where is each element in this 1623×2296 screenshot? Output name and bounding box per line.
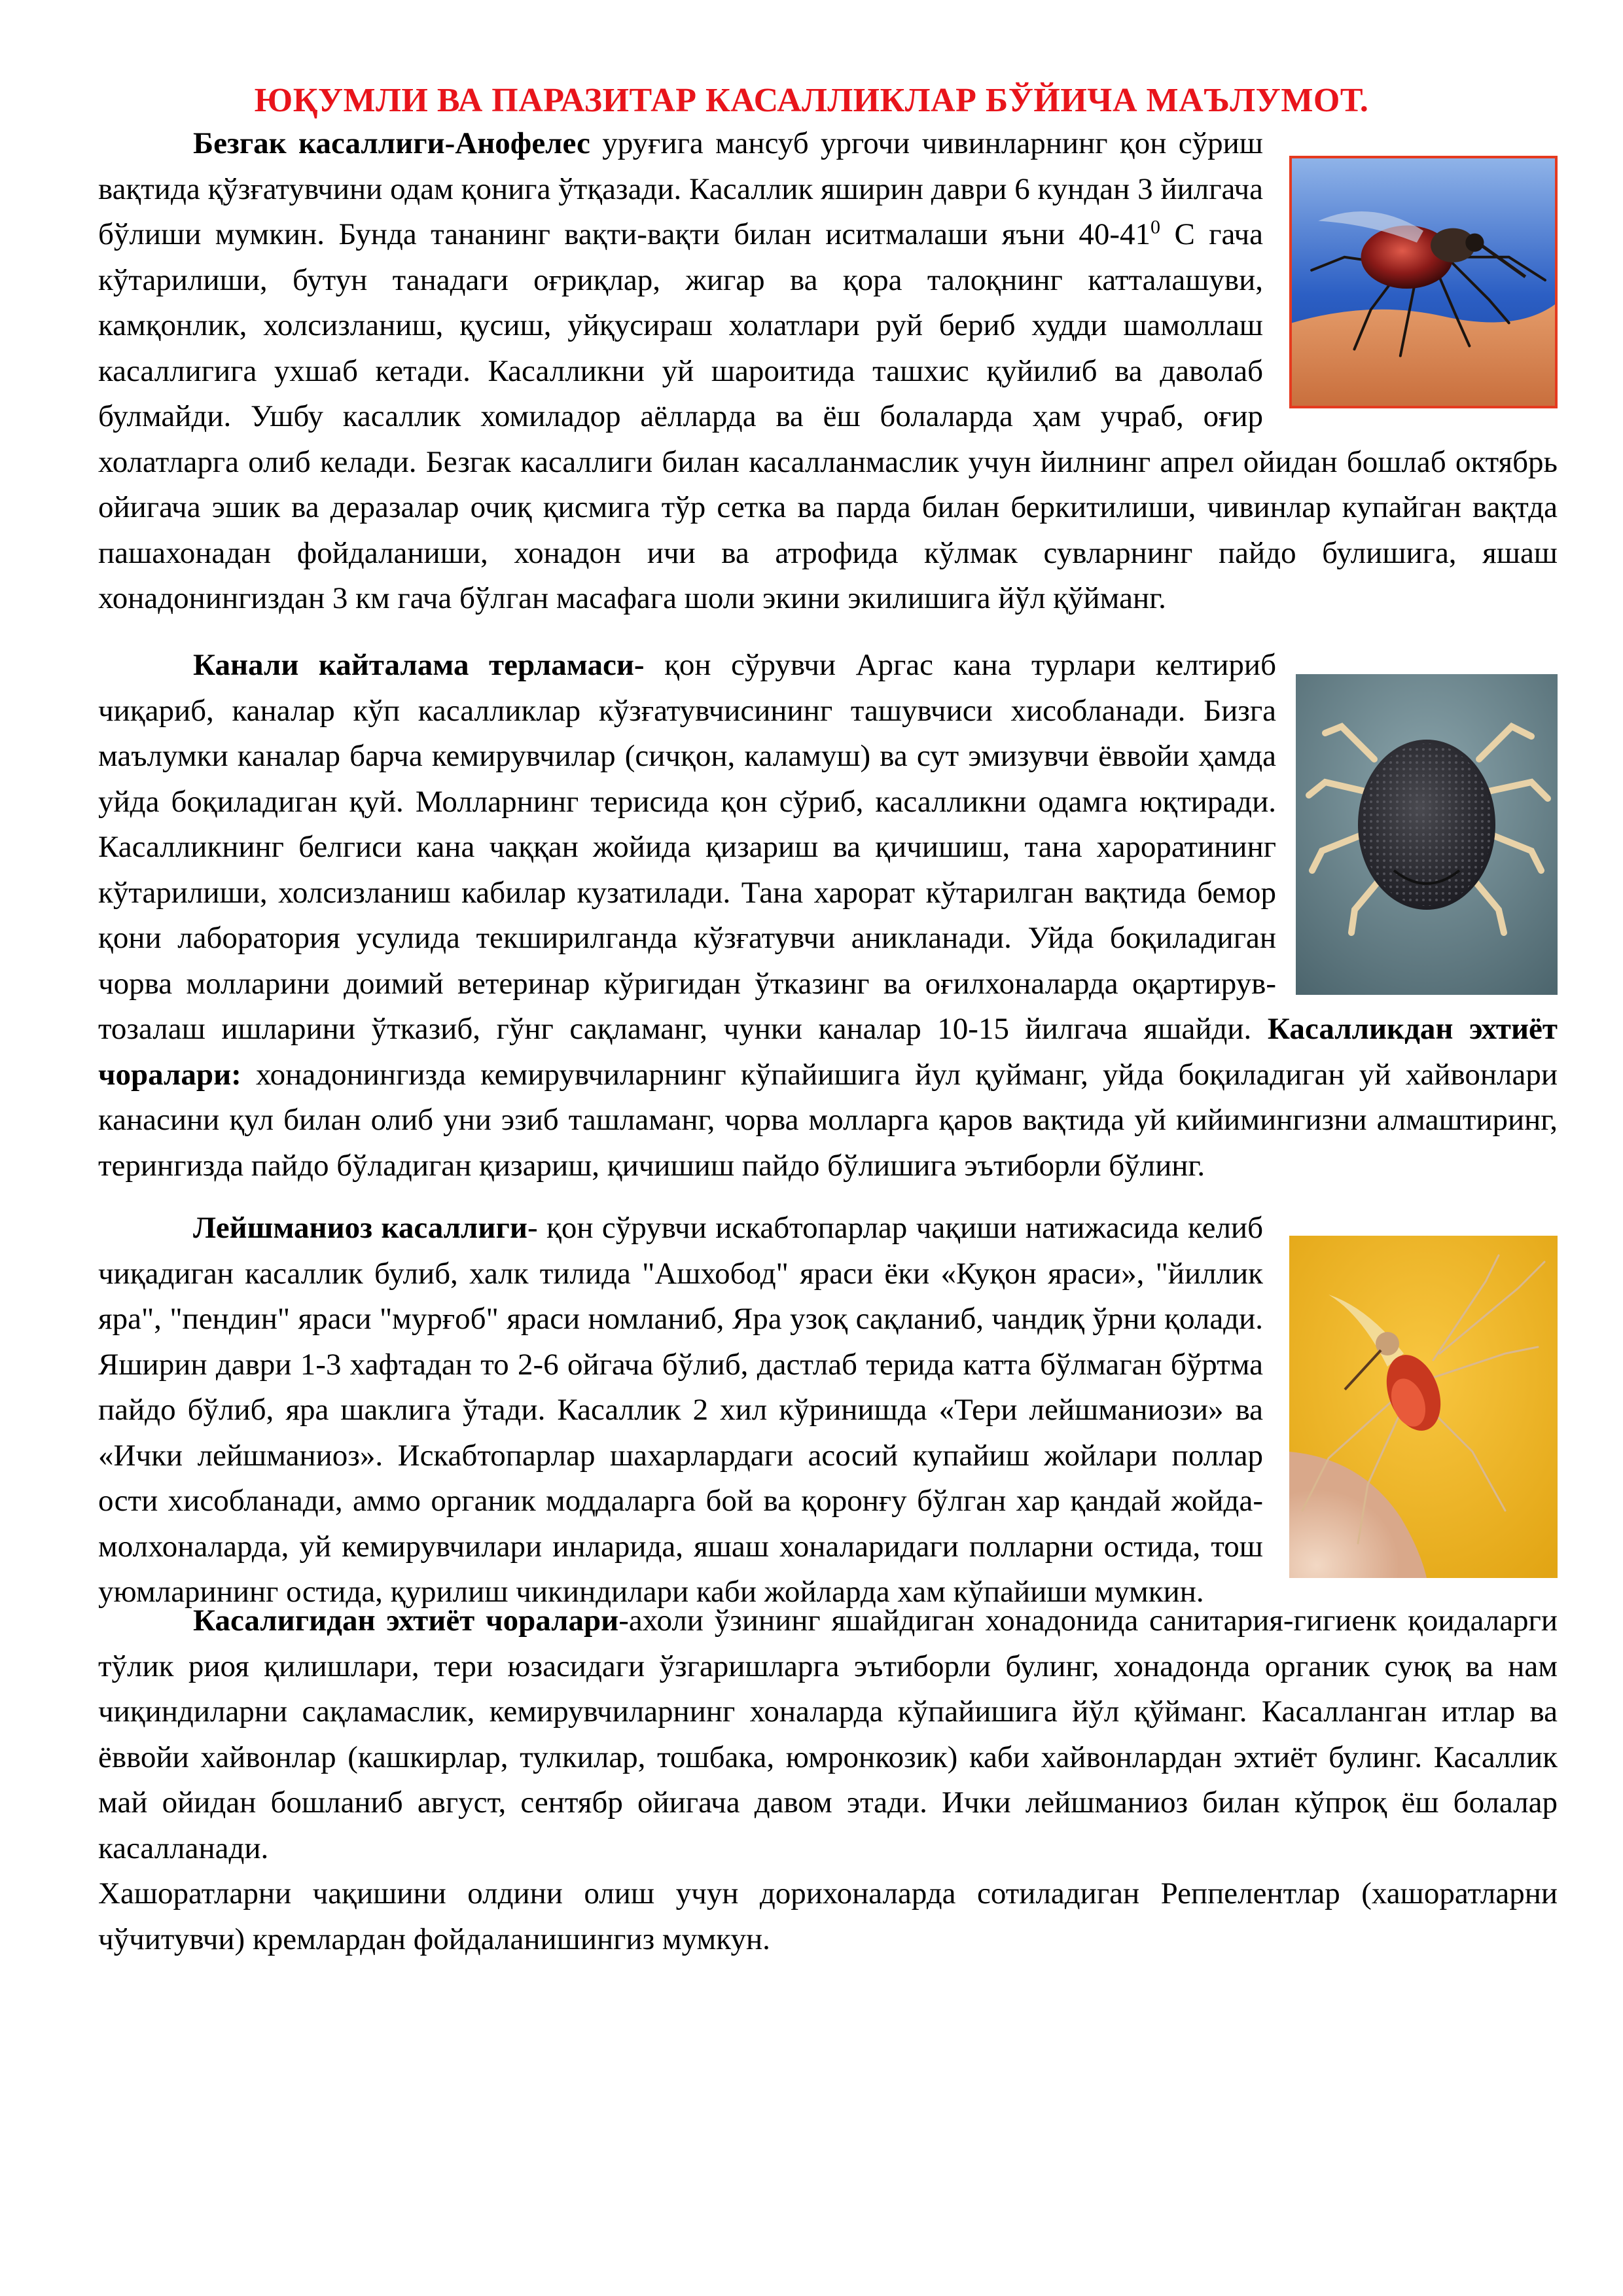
tick-illustration xyxy=(1296,674,1558,995)
page-title: ЮҚУМЛИ ВА ПАРАЗИТАР КАСАЛЛИКЛАР БЎЙИЧА МАЪЛУМОТ. xyxy=(254,82,1369,119)
malaria-heading: Безгак касаллиги-Анофелес xyxy=(193,126,590,160)
malaria-section xyxy=(98,121,1558,622)
leishmaniasis-heading: Лейшманиоз касаллиги xyxy=(193,1211,527,1245)
tick-text-b: хонадонингизда кемирувчиларнинг кўпайишига йул қуйманг, уйда боқиладиган уй хайвонлари канасини қул билан олиб уни эзиб ташламанг, чорва молларга қаров вақтида уй кийимингизни алмаштиринг, терингизда пайдо бўладиган қизариш, қичишиш пайдо бўлишига эътиборли бўлинг. xyxy=(98,1057,1558,1183)
mosquito-photo xyxy=(1289,156,1558,408)
tick-heading: Канали кайталама терламаси- xyxy=(193,648,645,682)
tick-section xyxy=(98,643,1558,1189)
prevention-heading: Касалигидан эхтиёт чоралари xyxy=(193,1604,619,1638)
tick-text-a: қон сўрувчи Аргас кана турлари келтириб чиқариб, каналар кўп касалликлар кўзғатувчисининг ташувчиси хисобланади. Бизга маълумки каналар барча кемирувчилар (сичқон, каламуш) ва сут эмизувчи ёввойи ҳамда уйда боқиладиган қуй. Молларнинг терисида қон сўриб, касалликни одамга юқтиради. Касалликнинг белгиси кана чаққан жойида қизариш ва қичишиш, тана хароратининг кўтарилиши, холсизланиш кабилар кузатилади. Тана харорат кўтарилган вақтида бемор қони лаборатория усулида текширилганда кўзғатувчи аникланади. Уйда боқиладиган чорва молларини доимий ветеринар кўригидан ўтказинг ва оғилхоналарда оқартирув-тозалаш ишларини ўтказиб, гўнг сақламанг, чунки каналар 10-15 йилгача яшайди. xyxy=(98,648,1276,1046)
repellent-note: Хашоратларни чақишини олдини олиш учун дорихоналарда сотиладиган Реппелентлар (хашоратларни чўчитувчи) кремлардан фойдаланишингиз мумкун. xyxy=(98,1876,1558,1956)
prevention-text: -ахоли ўзининг яшайдиган хонадонида санитария-гигиенк қоидаларги тўлик риоя қилишлари, тери юзасидаги ўзгаришларга эътиборли булинг, хонадонда органик суюқ ва нам чиқиндиларни сақламаслик, кемирувчиларнинг хоналарда кўпайишига йўл қўйманг. Касалланган итлар ва ёввойи хайвонлар (кашкирлар, тулкилар, тошбака, юмронкозик) каби хайвонлардан эхтиёт булинг. Касаллик май ойидан бошланиб август, сентябр ойигача давом этади. Ички лейшманиоз билан кўпроқ ёш болалар касалланади. xyxy=(98,1604,1558,1865)
leishmaniasis-section xyxy=(98,1206,1558,1615)
malaria-text-b: С гача кўтарилиши, бутун танадаги оғриқлар, жигар ва қора талоқнинг катталашуви, камқонлик, холсизланиш, қусиш, уйқусираш холатлари руй бериб худди шамоллаш касаллигига ухшаб кетади. Касалликни уй шароитида ташхис қуйилиб ва даволаб булмайди. Ушбу касаллик хомиладор аёлларда ва ёш болаларда ҳам учраб, оғир холатларга олиб келади. Безгак касаллиги билан касалланмаслик учун йилнинг апрел ойидан бошлаб октябрь ойигача эшик ва деразалар очиқ қисмига тўр сетка ва парда билан беркитилиши, чивинлар купайган вақтда пашахонадан фойдаланиши, хонадон ичи ва атрофида кўлмак сувларнинг пайдо булишига, яшаш хонадонингиздан 3 км гача бўлган масафага шоли экини экилишига йўл қўйманг. xyxy=(98,217,1558,615)
prevention-section xyxy=(98,1598,1558,1962)
tick-prevention-heading: Касалликдан эхтиёт чоралари: xyxy=(98,1012,1558,1092)
sandfly-photo xyxy=(1289,1236,1558,1578)
tick-photo xyxy=(1296,674,1558,995)
mosquito-illustration xyxy=(1292,158,1555,406)
temperature-superscript: 0 xyxy=(1150,216,1161,238)
sandfly-illustration xyxy=(1289,1236,1558,1578)
leishmaniasis-text: - қон сўрувчи искабтопарлар чақиши натижасида келиб чиқадиган касаллик булиб, халк тилида "Ашхобод" яраси ёки «Куқон яраси», "йиллик яра", "пендин" яраси "мурғоб" яраси номланиб, Яра узоқ сақланиб, чандиқ ўрни қолади. Яширин даври 1-3 хафтадан то 2-6 ойгача бўлиб, дастлаб терида катта бўлмаган бўртма пайдо бўлиб, яра шаклига ўтади. Касаллик 2 хил кўринишда «Тери лейшманиози» ва «Ички лейшманиоз». Искабтопарлар шахарлардаги асосий купайиш жойлари поллар ости хисобланади, аммо органик моддаларга бой ва қоронғу бўлган хар қандай жойда-молхоналарда, уй кемирувчилари инларида, яшаш хоналаридаги полларни остида, тош уюмларининг остида, қурилиш чикиндилари каби жойларда хам кўпайиши мумкин. xyxy=(98,1211,1263,1609)
malaria-text-a: уруғига мансуб ургочи чивинларнинг қон сўриш вақтида қўзғатувчини одам қонига ўтқазади. Касаллик яширин даври 6 кундан 3 йилгача бўлиши мумкин. Бунда тананинг вақти-вақти билан иситмалаши яъни 40-41 xyxy=(98,126,1263,251)
